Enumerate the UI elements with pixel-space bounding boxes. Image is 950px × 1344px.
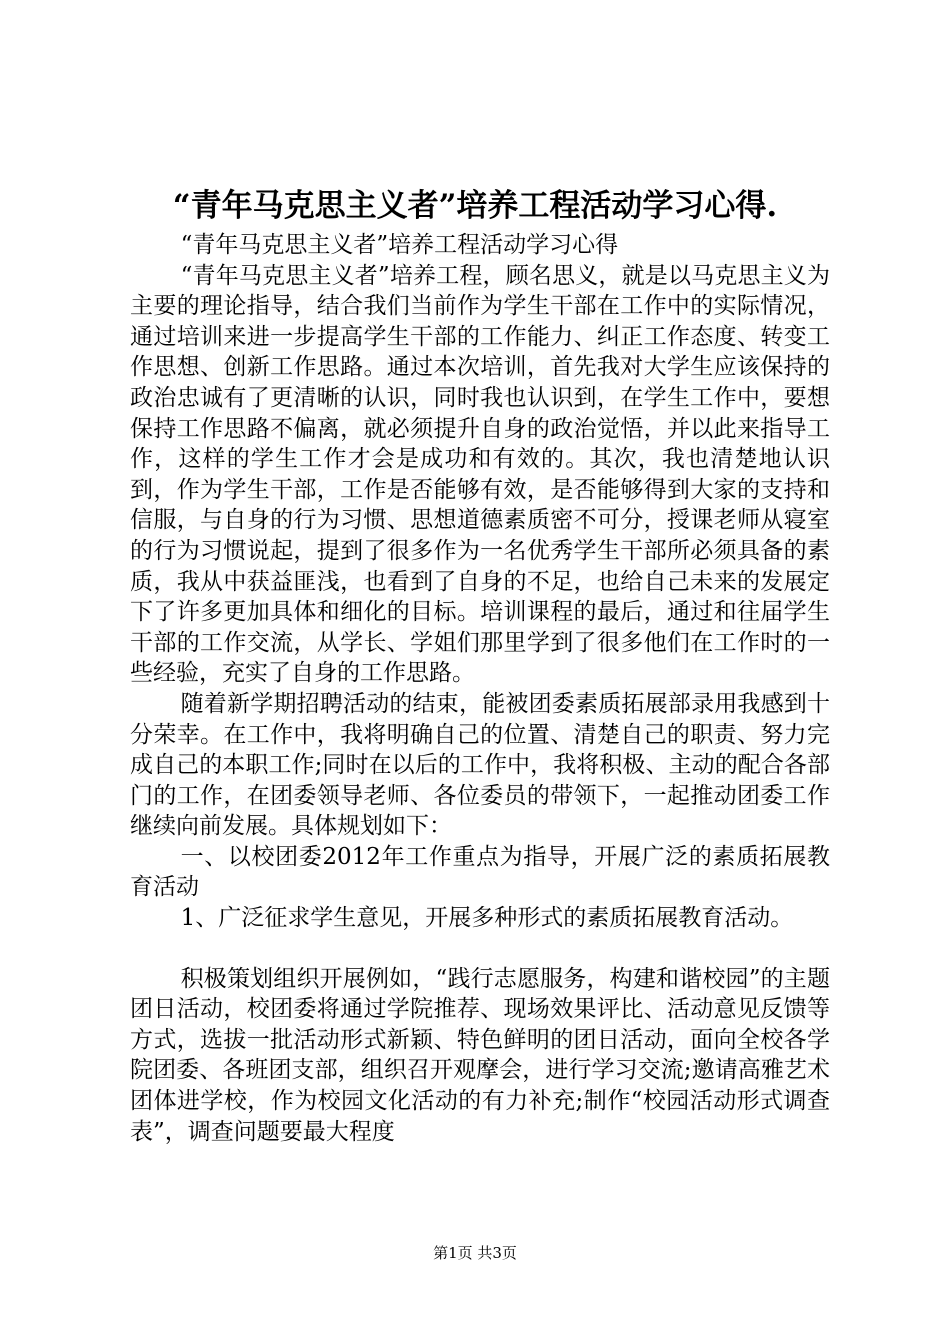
paragraph-1: “青年马克思主义者”培养工程，顾名思义，就是以马克思主义为主要的理论指导，结合我们当前作为学生干部在工作中的实际情况，通过培训来进一步提高学生干部的工作能力、纠正工作态度、转变工作思想、创新工作思路。通过本次培训，首先我对大学生应该保持的政治忠诚有了更清晰的认识，同时我也认识到，在学生工作中，要想保持工作思路不偏离，就必须提升自身的政治觉悟，并以此来指导工作，这样的学生工作才会是成功和有效的。其次，我也清楚地认识到，作为学生干部，工作是否能够有效，是否能够得到大家的支持和信服，与自身的行为习惯、思想道德素质密不可分，授课老师从寝室的行为习惯说起，提到了很多作为一名优秀学生干部所必须具备的素质，我从中获益匪浅，也看到了自身的不足，也给自己未来的发展定下了许多更加具体和细化的目标。培训课程的最后，通过和往届学生干部的工作交流，从学长、学姐们那里学到了很多他们在工作时的一些经验，充实了自身的工作思路。: [130, 262, 830, 687]
document-title: “青年马克思主义者”培养工程活动学习心得.: [172, 188, 778, 224]
paragraph-5: 积极策划组织开展例如，“践行志愿服务，构建和谐校园”的主题团日活动，校团委将通过学院推荐、现场效果评比、活动意见反馈等方式，选拔一批活动形式新颖、特色鲜明的团日活动，面向全校各学院团委、各班团支部，组织召开观摩会，进行学习交流;邀请高雅艺术团体进学校，作为校园文化活动的有力补充;制作“校园活动形式调查表”，调查问题要最大程度: [130, 965, 830, 1145]
page-number: 第1页 共3页: [433, 1244, 517, 1262]
document-body: [130, 230, 830, 1147]
paragraph-3: 一、以校团委2012年工作重点为指导，开展广泛的素质拓展教育活动: [130, 843, 830, 901]
paragraph-4: 1、广泛征求学生意见，开展多种形式的素质拓展教育活动。: [180, 905, 794, 932]
paragraph-2: 随着新学期招聘活动的结束，能被团委素质拓展部录用我感到十分荣幸。在工作中，我将明确自己的位置、清楚自己的职责、努力完成自己的本职工作;同时在以后的工作中，我将积极、主动的配合各部门的工作，在团委领导老师、各位委员的带领下，一起推动团委工作继续向前发展。具体规划如下：: [130, 690, 830, 840]
document-subtitle: “青年马克思主义者”培养工程活动学习心得: [180, 232, 619, 258]
paragraph-spacer: [130, 934, 830, 964]
